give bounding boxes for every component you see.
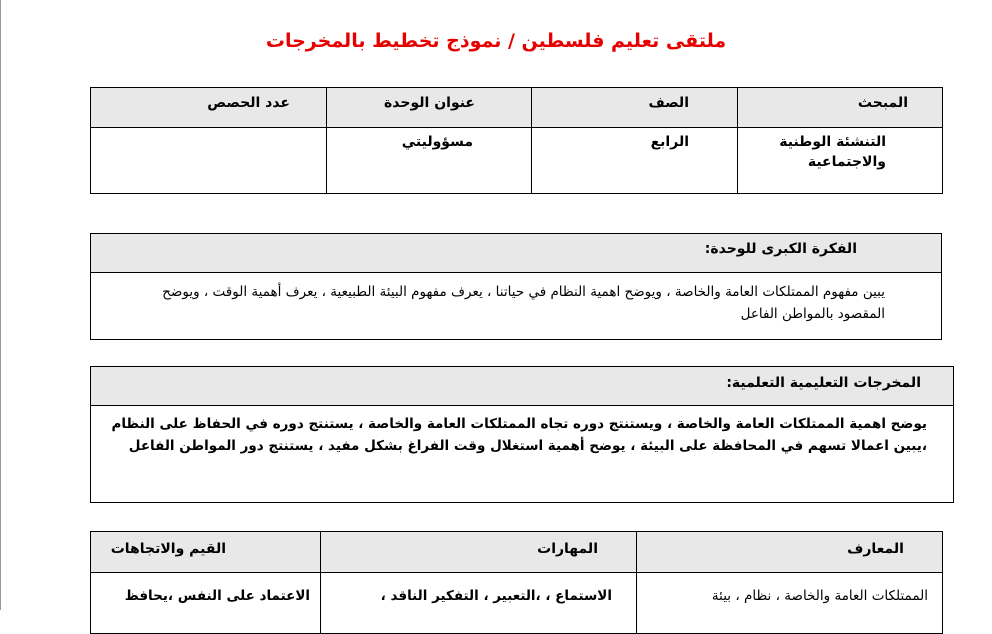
- outcomes-text-cell: [91, 406, 954, 503]
- value-values: الاعتماد على النفس ،يحافظ: [91, 573, 321, 634]
- page-title: ملتقى تعليم فلسطين / نموذج تخطيط بالمخرجات: [265, 30, 727, 52]
- page-left-edge: [0, 0, 1, 610]
- big-idea-text: يبين مفهوم الممتلكات العامة والخاصة ، ويوضح اهمية النظام في حياتنا ، يعرف مفهوم البيئة الطبيعية ، يعرف أهمية الوقت ، ويوضح المقصود بالمواطن الفاعل: [162, 284, 885, 322]
- outcomes-heading-cell: [91, 367, 954, 406]
- header-values: القيم والاتجاهات: [91, 532, 321, 573]
- components-table: [90, 531, 943, 634]
- big-idea-heading-cell: [91, 234, 942, 273]
- unit-info-table: [90, 87, 943, 194]
- outcomes-table: [90, 366, 954, 503]
- value-skills: الاستماع ، ،التعبير ، التفكير الناقد ،: [321, 573, 637, 634]
- outcomes-heading: المخرجات التعليمية التعلمية:: [726, 375, 921, 391]
- big-idea-table: [90, 233, 942, 340]
- big-idea-text-cell: [91, 273, 942, 340]
- value-grade: الرابع: [532, 128, 738, 194]
- value-subject: التنشئة الوطنية والاجتماعية: [738, 128, 943, 194]
- header-knowledge: المعارف: [637, 532, 943, 573]
- value-unit-title: مسؤوليتي: [327, 128, 532, 194]
- big-idea-heading: الفكرة الكبرى للوحدة:: [704, 241, 857, 257]
- value-knowledge: الممتلكات العامة والخاصة ، نظام ، بيئة: [637, 573, 943, 634]
- header-skills: المهارات: [321, 532, 637, 573]
- outcomes-text: يوضح اهمية الممتلكات العامة والخاصة ، ويستنتج دوره تجاه الممتلكات العامة والخاصة ، يستنتج دوره في الحفاظ على النظام ،يبين اعمالا تسهم في المحافظة على البيئة ، يوضح أهمية استغلال وقت الفراغ بشكل مفيد ، يستنتج دور المواطن الفاعل: [111, 416, 927, 454]
- header-subject: المبحث: [738, 88, 943, 128]
- header-grade: الصف: [532, 88, 738, 128]
- header-unit-title: عنوان الوحدة: [327, 88, 532, 128]
- value-lesson-count: [91, 128, 327, 194]
- header-lesson-count: عدد الحصص: [91, 88, 327, 128]
